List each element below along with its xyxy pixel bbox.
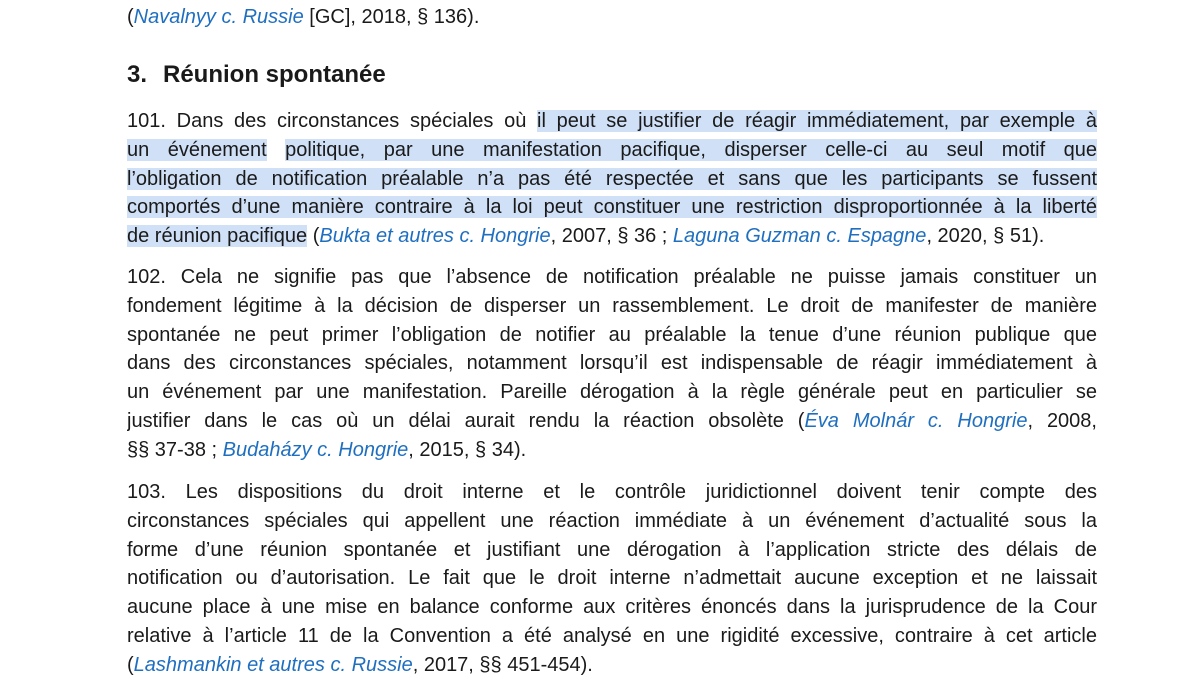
- case-citation-link[interactable]: Laguna Guzman c. Espagne: [672, 225, 927, 248]
- text-line: un événement par une manifestation. Pareille dérogation à la règle générale peut en particulier se: [127, 381, 1097, 404]
- text-fragment: (: [127, 653, 134, 676]
- text-line: [127, 222, 1097, 251]
- text-line: 102. Cela ne signifie pas que l’absence de notification préalable ne puisse jamais constituer un: [127, 266, 1097, 288]
- text-line: circonstances spéciales qui appellent une réaction immédiate à un événement d’actualité sous la: [127, 509, 1097, 532]
- text-line: spontanée ne peut primer l’obligation de notifier au préalable la tenue d’une réunion publique que: [127, 323, 1097, 346]
- highlighted-text[interactable]: il peut se justifier de réagir immédiatement, par exemple à: [537, 110, 1097, 132]
- highlighted-text[interactable]: l’obligation de notification préalable n’a pas été respectée et sans que les participants se fussent: [127, 167, 1097, 190]
- text-fragment: (: [307, 225, 320, 248]
- case-citation-link[interactable]: Budaházy c. Hongrie: [222, 438, 409, 461]
- paragraph-103: [127, 478, 1097, 680]
- text-line: [127, 407, 1097, 436]
- text-fragment: [GC], 2018, § 136).: [303, 6, 480, 28]
- text-line: fondement légitime à la décision de disperser un rassemblement. Le droit de manifester de manière: [127, 294, 1097, 317]
- section-heading: [127, 58, 386, 92]
- text-line: [127, 165, 1097, 194]
- text-line: 103. Les dispositions du droit interne et le contrôle juridictionnel doivent tenir compte des: [127, 481, 1097, 503]
- text-fragment: , 2008,: [1027, 409, 1097, 432]
- text-fragment: [267, 139, 285, 161]
- section-number: 3.: [127, 61, 148, 88]
- text-line: aucune place à une mise en balance conforme aux critères énoncés dans la jurisprudence de la Cour: [127, 596, 1097, 619]
- highlighted-text[interactable]: un événement: [127, 138, 267, 161]
- text-line: [127, 436, 1097, 465]
- highlighted-text[interactable]: de réunion pacifique: [127, 225, 308, 248]
- text-fragment: (: [127, 6, 134, 28]
- text-fragment: justifier dans le cas où un délai aurait rendu la réaction obsolète (: [127, 409, 805, 432]
- text-line: [127, 193, 1097, 222]
- paragraph-continuation: [127, 3, 1097, 32]
- case-citation-link[interactable]: Bukta et autres c. Hongrie: [319, 225, 551, 248]
- text-line: [127, 651, 1097, 680]
- text-fragment: , 2007, § 36 ;: [550, 225, 673, 248]
- text-fragment: , 2015, § 34).: [408, 438, 527, 461]
- text-fragment: §§ 37-38 ;: [127, 438, 223, 461]
- text-line: [127, 3, 1097, 32]
- highlighted-text[interactable]: politique, par une manifestation pacifique, disperser celle-ci au seul motif que: [285, 138, 1097, 161]
- paragraph-102: [127, 263, 1097, 465]
- text-fragment: , 2020, § 51).: [926, 225, 1045, 248]
- text-line: [127, 136, 1097, 165]
- case-citation-link[interactable]: Navalnyy c. Russie: [133, 6, 304, 28]
- text-line: [127, 107, 1097, 136]
- case-citation-link[interactable]: Éva Molnár c. Hongrie: [804, 409, 1028, 432]
- text-fragment: 101. Dans des circonstances spéciales où: [127, 110, 538, 132]
- text-line: relative à l’article 11 de la Convention a été analysé en une rigidité excessive, contraire à cet article: [127, 624, 1097, 647]
- text-line: forme d’une réunion spontanée et justifiant une dérogation à l’application stricte des délais de: [127, 538, 1097, 561]
- text-line: notification ou d’autorisation. Le fait que le droit interne n’admettait aucune exception et ne laissait: [127, 567, 1097, 590]
- text-line: dans des circonstances spéciales, notamment lorsqu’il est indispensable de réagir immédiatement à: [127, 352, 1097, 375]
- section-title: Réunion spontanée: [163, 61, 386, 88]
- highlighted-text[interactable]: comportés d’une manière contraire à la loi peut constituer une restriction disproportionnée à la liberté: [127, 196, 1097, 219]
- paragraph-101: [127, 107, 1097, 251]
- text-fragment: , 2017, §§ 451-454).: [412, 653, 593, 676]
- case-citation-link[interactable]: Lashmankin et autres c. Russie: [133, 653, 413, 676]
